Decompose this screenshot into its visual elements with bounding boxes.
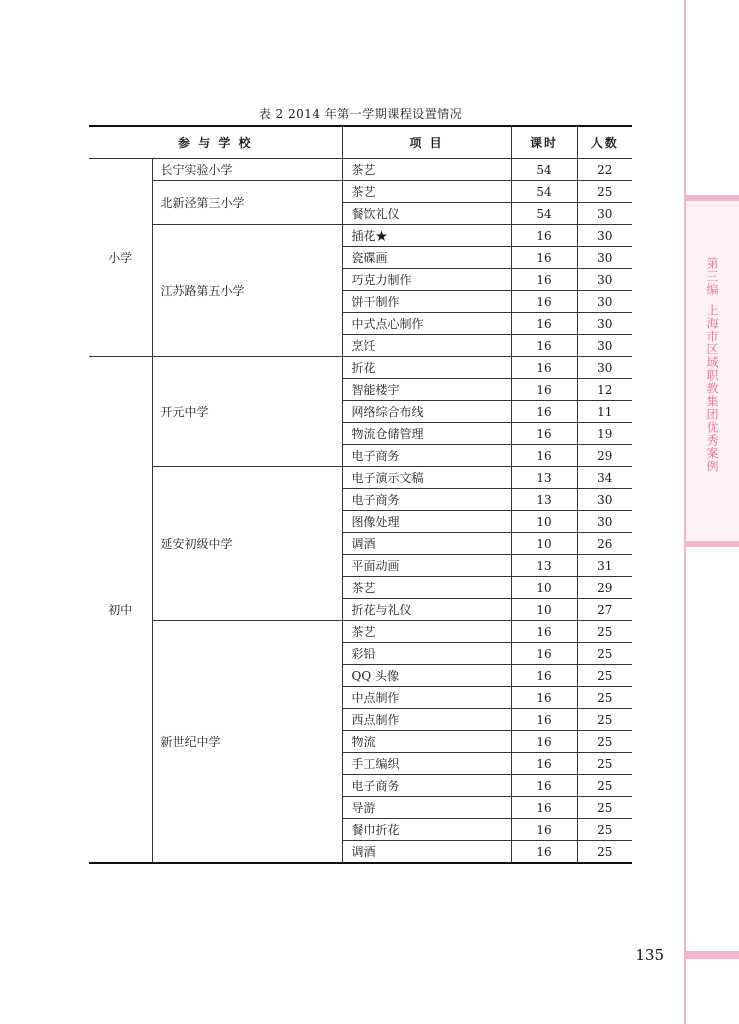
project-cell: 茶艺 [342,159,511,181]
hours-cell: 54 [511,159,577,181]
project-cell: 平面动画 [342,555,511,577]
people-cell: 25 [577,753,632,775]
people-cell: 25 [577,775,632,797]
hours-cell: 16 [511,335,577,357]
hours-cell: 16 [511,753,577,775]
hours-cell: 16 [511,401,577,423]
hours-cell: 16 [511,709,577,731]
school-cell: 长宁实验小学 [152,159,342,181]
hours-cell: 16 [511,423,577,445]
project-cell: 电子商务 [342,775,511,797]
project-cell: 中式点心制作 [342,313,511,335]
hours-cell: 10 [511,599,577,621]
school-cell: 延安初级中学 [152,467,342,621]
hours-cell: 54 [511,181,577,203]
hours-cell: 16 [511,775,577,797]
hours-cell: 16 [511,797,577,819]
people-cell: 25 [577,709,632,731]
hours-cell: 16 [511,819,577,841]
project-cell: 手工编织 [342,753,511,775]
project-cell: 导游 [342,797,511,819]
hours-cell: 16 [511,445,577,467]
project-cell: 餐巾折花 [342,819,511,841]
project-cell: 茶艺 [342,621,511,643]
hours-cell: 10 [511,577,577,599]
course-table [89,125,632,864]
side-tab-part: 第三编 [705,257,719,296]
table-row [89,181,632,203]
project-cell: 彩铅 [342,643,511,665]
people-cell: 27 [577,599,632,621]
people-cell: 11 [577,401,632,423]
header-project: 项 目 [342,126,511,159]
people-cell: 30 [577,291,632,313]
people-cell: 25 [577,181,632,203]
project-cell: 调酒 [342,841,511,864]
project-cell: 电子演示文稿 [342,467,511,489]
school-cell: 开元中学 [152,357,342,467]
school-cell: 江苏路第五小学 [152,225,342,357]
people-cell: 25 [577,643,632,665]
school-cell: 北新泾第三小学 [152,181,342,225]
project-cell: 物流仓储管理 [342,423,511,445]
people-cell: 30 [577,269,632,291]
side-tab-text [698,257,726,473]
people-cell: 25 [577,621,632,643]
people-cell: 30 [577,247,632,269]
people-cell: 25 [577,797,632,819]
project-cell: 西点制作 [342,709,511,731]
hours-cell: 16 [511,313,577,335]
table-body [89,159,632,864]
project-cell: 瓷碟画 [342,247,511,269]
table-row [89,621,632,643]
hours-cell: 16 [511,665,577,687]
people-cell: 34 [577,467,632,489]
project-cell: 网络综合布线 [342,401,511,423]
hours-cell: 10 [511,511,577,533]
header-people: 人数 [577,126,632,159]
hours-cell: 16 [511,269,577,291]
hours-cell: 16 [511,841,577,864]
people-cell: 25 [577,687,632,709]
project-cell: 巧克力制作 [342,269,511,291]
project-cell: 物流 [342,731,511,753]
people-cell: 12 [577,379,632,401]
table-header-row [89,126,632,159]
project-cell: 智能楼宇 [342,379,511,401]
hours-cell: 16 [511,731,577,753]
hours-cell: 16 [511,225,577,247]
level-cell: 初中 [89,357,152,864]
people-cell: 30 [577,335,632,357]
table-row [89,159,632,181]
hours-cell: 13 [511,489,577,511]
hours-cell: 10 [511,533,577,555]
people-cell: 31 [577,555,632,577]
people-cell: 25 [577,841,632,864]
people-cell: 30 [577,313,632,335]
project-cell: 折花 [342,357,511,379]
people-cell: 25 [577,819,632,841]
side-tab-title: 上海市区域职教集团优秀案例 [705,304,719,473]
project-cell: 茶艺 [342,577,511,599]
people-cell: 26 [577,533,632,555]
people-cell: 25 [577,731,632,753]
side-tab [686,195,739,547]
hours-cell: 16 [511,291,577,313]
page-number: 135 [635,946,664,964]
project-cell: 中点制作 [342,687,511,709]
project-cell: 折花与礼仪 [342,599,511,621]
table-row [89,467,632,489]
hours-cell: 16 [511,379,577,401]
hours-cell: 13 [511,467,577,489]
hours-cell: 16 [511,687,577,709]
people-cell: 29 [577,445,632,467]
project-cell: 烹饪 [342,335,511,357]
hours-cell: 16 [511,357,577,379]
hours-cell: 16 [511,643,577,665]
people-cell: 25 [577,665,632,687]
project-cell: 图像处理 [342,511,511,533]
project-cell: 饼干制作 [342,291,511,313]
school-cell: 新世纪中学 [152,621,342,864]
table-row [89,225,632,247]
people-cell: 22 [577,159,632,181]
header-school: 参 与 学 校 [89,126,342,159]
table-caption: 表 2 2014 年第一学期课程设置情况 [258,107,463,121]
header-hours: 课时 [511,126,577,159]
project-cell: QQ 头像 [342,665,511,687]
table-row [89,357,632,379]
level-cell: 小学 [89,159,152,357]
people-cell: 30 [577,489,632,511]
project-cell: 电子商务 [342,445,511,467]
people-cell: 29 [577,577,632,599]
people-cell: 30 [577,357,632,379]
hours-cell: 16 [511,621,577,643]
project-cell: 调酒 [342,533,511,555]
people-cell: 30 [577,225,632,247]
hours-cell: 54 [511,203,577,225]
project-cell: 插花★ [342,225,511,247]
hours-cell: 16 [511,247,577,269]
project-cell: 餐饮礼仪 [342,203,511,225]
hours-cell: 13 [511,555,577,577]
people-cell: 19 [577,423,632,445]
project-cell: 电子商务 [342,489,511,511]
people-cell: 30 [577,203,632,225]
project-cell: 茶艺 [342,181,511,203]
people-cell: 30 [577,511,632,533]
side-tab-band-bottom [686,541,739,547]
page-number-bar [686,951,739,959]
